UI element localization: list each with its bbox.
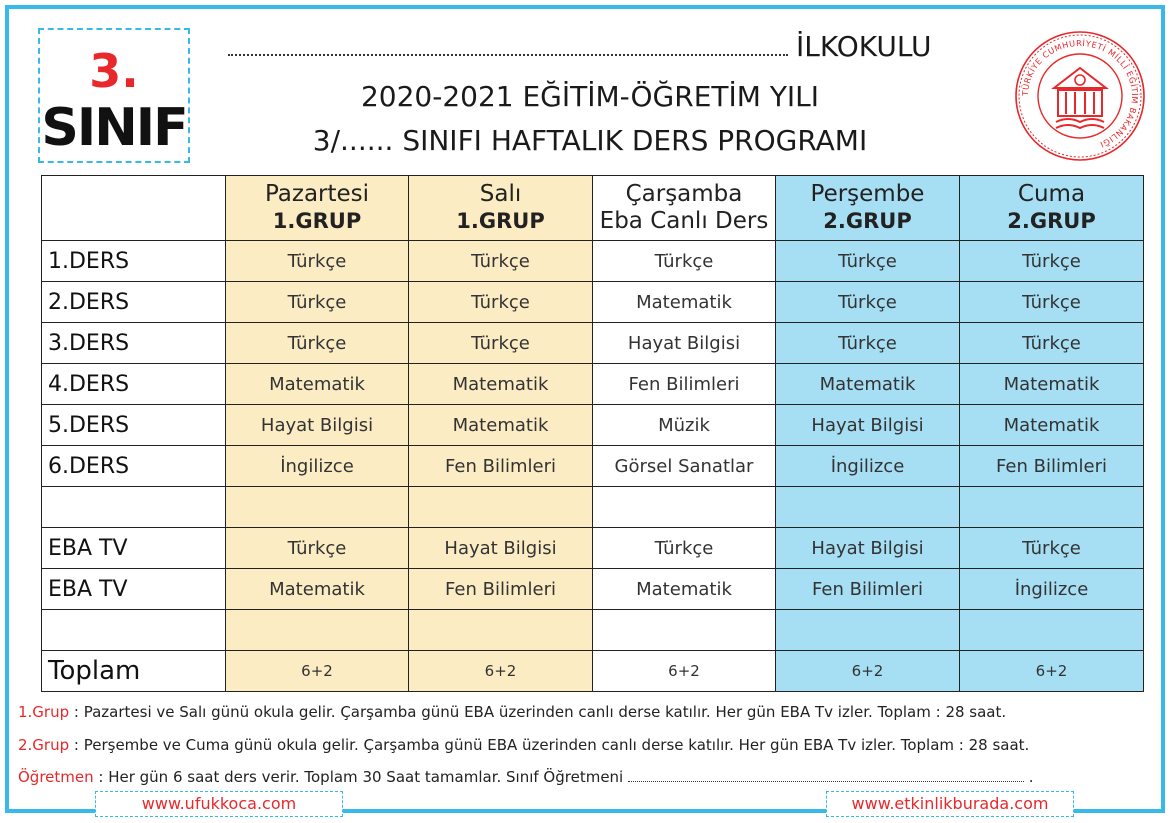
program-title: 3/...... SINIFI HAFTALIK DERS PROGRAMI <box>312 124 868 157</box>
table-cell: Fen Bilimleri <box>776 569 960 610</box>
row-label: EBA TV <box>42 569 226 610</box>
table-row <box>42 364 1144 405</box>
table-cell: Matematik <box>593 282 776 323</box>
table-cell <box>776 487 960 528</box>
grade-badge <box>38 28 190 163</box>
table-cell: Hayat Bilgisi <box>226 405 409 446</box>
table-cell: İngilizce <box>776 446 960 487</box>
table-cell: Türkçe <box>593 241 776 282</box>
total-cell: 6+2 <box>960 651 1144 692</box>
note-label: 2.Grup <box>18 736 70 754</box>
note-text: : Perşembe ve Cuma günü okula gelir. Çarşamba günü EBA üzerinden canlı derse katılır. Her gün EBA Tv izler. Toplam : 28 saat. <box>69 736 1030 754</box>
table-cell <box>593 610 776 651</box>
table-cell: Türkçe <box>776 323 960 364</box>
table-cell: Fen Bilimleri <box>960 446 1144 487</box>
footer-link-ufukkoca[interactable]: www.ufukkoca.com <box>95 791 343 817</box>
row-label <box>42 610 226 651</box>
row-label: EBA TV <box>42 528 226 569</box>
note-teacher <box>18 768 1034 786</box>
table-cell: Türkçe <box>593 528 776 569</box>
table-cell: Türkçe <box>226 528 409 569</box>
table-cell: Türkçe <box>226 323 409 364</box>
table-cell <box>409 487 593 528</box>
seal-text: TÜRKİYE CUMHURİYETİ MİLLÎ EĞİTİM BAKANLIĞI <box>1019 37 1141 150</box>
table-cell: Hayat Bilgisi <box>776 528 960 569</box>
school-name-blank <box>228 54 788 56</box>
table-cell: Türkçe <box>409 241 593 282</box>
note-label: 1.Grup <box>18 703 70 721</box>
col-header-thursday: Perşembe 2.GRUP <box>776 176 960 241</box>
table-row <box>42 528 1144 569</box>
row-label: 6.DERS <box>42 446 226 487</box>
table-cell: Matematik <box>593 569 776 610</box>
row-label: 2.DERS <box>42 282 226 323</box>
table-row <box>42 241 1144 282</box>
table-row <box>42 487 1144 528</box>
note-text: : Pazartesi ve Salı günü okula gelir. Çarşamba günü EBA üzerinden canlı derse katılır. Her gün EBA Tv izler. Toplam : 28 saat. <box>69 703 1007 721</box>
row-label: 4.DERS <box>42 364 226 405</box>
table-cell <box>593 487 776 528</box>
table-header-row <box>42 176 1144 241</box>
footer-link-etkinlikburada[interactable]: www.etkinlikburada.com <box>826 791 1074 817</box>
ministry-seal-icon <box>1010 30 1150 162</box>
row-label: 1.DERS <box>42 241 226 282</box>
table-cell: Türkçe <box>409 282 593 323</box>
table-row <box>42 282 1144 323</box>
grade-number: 3. <box>89 44 139 98</box>
total-cell: 6+2 <box>776 651 960 692</box>
table-cell: Türkçe <box>226 282 409 323</box>
table-cell: Türkçe <box>960 528 1144 569</box>
table-cell: Türkçe <box>409 323 593 364</box>
table-cell: Hayat Bilgisi <box>593 323 776 364</box>
table-cell: İngilizce <box>226 446 409 487</box>
total-row <box>42 651 1144 692</box>
schedule-table <box>41 175 1144 692</box>
total-cell: 6+2 <box>226 651 409 692</box>
table-cell: Fen Bilimleri <box>409 446 593 487</box>
row-label <box>42 487 226 528</box>
total-cell: 6+2 <box>409 651 593 692</box>
table-cell: Türkçe <box>776 241 960 282</box>
table-cell: Fen Bilimleri <box>593 364 776 405</box>
table-cell: Görsel Sanatlar <box>593 446 776 487</box>
table-cell: Türkçe <box>776 282 960 323</box>
table-cell: Matematik <box>409 405 593 446</box>
year-title: 2020-2021 EĞİTİM-ÖĞRETİM YILI <box>360 80 820 113</box>
row-label: 5.DERS <box>42 405 226 446</box>
table-cell: Matematik <box>226 569 409 610</box>
table-cell <box>776 610 960 651</box>
table-cell: Fen Bilimleri <box>409 569 593 610</box>
table-row <box>42 610 1144 651</box>
table-cell: Hayat Bilgisi <box>409 528 593 569</box>
table-cell: Türkçe <box>226 241 409 282</box>
table-cell <box>226 487 409 528</box>
table-cell: Hayat Bilgisi <box>776 405 960 446</box>
table-row <box>42 323 1144 364</box>
col-header-tuesday: Salı 1.GRUP <box>409 176 593 241</box>
table-cell: Türkçe <box>960 323 1144 364</box>
table-cell: Türkçe <box>960 282 1144 323</box>
col-header-friday: Cuma 2.GRUP <box>960 176 1144 241</box>
row-label: 3.DERS <box>42 323 226 364</box>
teacher-name-blank <box>628 781 1024 782</box>
note-text: : Her gün 6 saat ders verir. Toplam 30 Saat tamamlar. Sınıf Öğretmeni <box>93 768 624 786</box>
col-header-wednesday: Çarşamba Eba Canlı Ders <box>593 176 776 241</box>
table-cell: Matematik <box>226 364 409 405</box>
note-group-2 <box>18 736 1029 754</box>
table-cell: Matematik <box>960 405 1144 446</box>
note-label: Öğretmen <box>18 768 94 786</box>
table-row <box>42 446 1144 487</box>
total-label: Toplam <box>42 651 226 692</box>
table-cell <box>960 610 1144 651</box>
table-row <box>42 569 1144 610</box>
note-group-1 <box>18 703 1006 721</box>
total-cell: 6+2 <box>593 651 776 692</box>
table-cell: Türkçe <box>960 241 1144 282</box>
col-header-monday: Pazartesi 1.GRUP <box>226 176 409 241</box>
table-cell: Matematik <box>409 364 593 405</box>
school-suffix: İLKOKULU <box>796 30 932 63</box>
table-cell <box>409 610 593 651</box>
table-cell: Matematik <box>776 364 960 405</box>
note-tail: . <box>1028 768 1034 786</box>
table-cell: Matematik <box>960 364 1144 405</box>
table-cell: İngilizce <box>960 569 1144 610</box>
table-cell <box>226 610 409 651</box>
grade-word: SINIF <box>41 98 187 158</box>
header-corner <box>42 176 226 241</box>
table-row <box>42 405 1144 446</box>
table-cell <box>960 487 1144 528</box>
table-cell: Müzik <box>593 405 776 446</box>
